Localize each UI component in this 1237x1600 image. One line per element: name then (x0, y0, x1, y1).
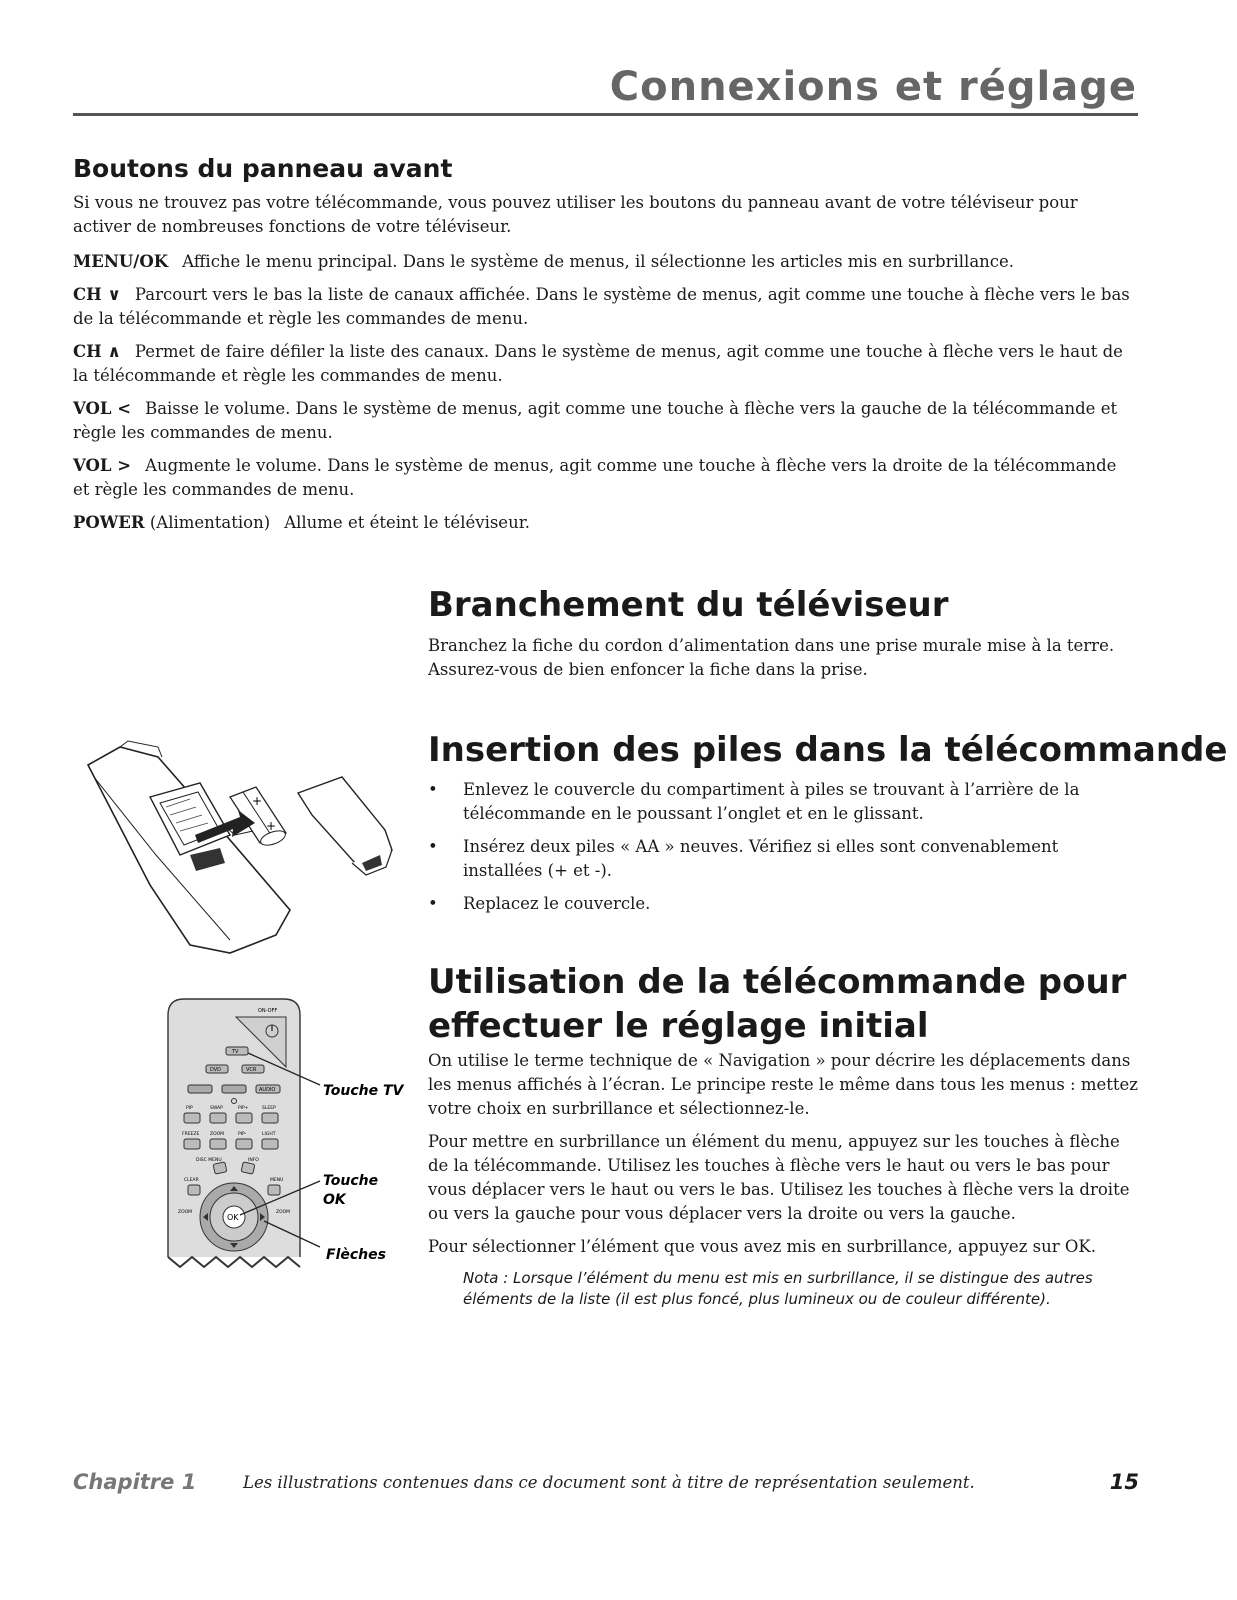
svg-text:+: + (266, 819, 277, 833)
clear-label: CLEAR (184, 1178, 199, 1183)
svg-text:+: + (252, 794, 263, 808)
paragraph: Pour mettre en surbrillance un élément du menu, appuyez sur les touches à flèche de la télécommande. Utilisez les touches à flèche vers le haut ou vers le bas pour vous déplacer vers le haut ou vers le bas. Utilisez les touches à flèche vers la droite ou vers la gauche pour vous déplacer vers la droite ou vers la gauche. (428, 1132, 1130, 1223)
pip-plus-label: PIP+ (238, 1106, 249, 1111)
bullet-icon: • (428, 780, 438, 799)
def-key: VOL > (73, 456, 132, 475)
audio-button-label: AUDIO (259, 1087, 276, 1093)
zoom-plus-label: ZOOM (276, 1210, 291, 1215)
insertion-steps (428, 778, 1138, 925)
utilisation-heading: Utilisation de la télécommande pour effectuer le réglage initial (428, 962, 1127, 1046)
branchement-text: Branchez la fiche du cordon d’alimentation dans une prise murale mise à la terre. Assurez-vous de bien enfoncer la fiche dans la prise. (428, 636, 1115, 679)
pip-label: PIP (186, 1106, 193, 1111)
def-item-vol-up (73, 454, 1133, 502)
page-number: 15 (1109, 1470, 1139, 1494)
callout-touche-tv: Touche TV (323, 1083, 404, 1099)
disc-menu-label: DISC MENU (196, 1158, 222, 1163)
vcr-button-label: VCR (246, 1067, 257, 1073)
swap-label: SWAP (210, 1106, 223, 1111)
def-key: POWER (73, 513, 145, 532)
footer-disclaimer: Les illustrations contenues dans ce document sont à titre de représentation seulement. (243, 1473, 975, 1492)
def-item-ch-up (73, 340, 1133, 388)
zoom-minus-label: ZOOM (178, 1210, 193, 1215)
battery-insertion-illustration (80, 735, 420, 960)
menu-label: MENU (270, 1178, 284, 1183)
def-item-menu-ok (73, 250, 1133, 274)
def-desc: Permet de faire défiler la liste des canaux. Dans le système de menus, agit comme une touche à flèche vers le haut de la télécommande et règle les commandes de menu. (73, 342, 1123, 385)
remote-front-illustration (160, 995, 410, 1280)
zoom-label: ZOOM (210, 1132, 225, 1137)
paragraph: On utilise le terme technique de « Navigation » pour décrire les déplacements dans les menus affichés à l’écran. Le principe reste le même dans tous les menus : mettez votre choix en surbrillance et sélectionnez-le. (428, 1051, 1138, 1118)
ok-button-label: OK (227, 1213, 239, 1222)
battery-cover (298, 777, 392, 875)
bullet-icon: • (428, 837, 438, 856)
insertion-heading: Insertion des piles dans la télécommande (428, 730, 1228, 770)
list-item: • Replacez le couvercle. (428, 892, 1138, 916)
def-desc: Baisse le volume. Dans le système de menus, agit comme une touche à flèche vers la gauche de la télécommande et règle les commandes de menu. (73, 399, 1118, 442)
freeze-label: FREEZE (182, 1132, 200, 1137)
dvd-button-label: DVD (210, 1067, 222, 1073)
def-item-vol-down (73, 397, 1133, 445)
list-item: • Enlevez le couvercle du compartiment à piles se trouvant à l’arrière de la télécommande en le poussant l’onglet et en le glissant. (428, 780, 1080, 823)
def-key: MENU/OK (73, 252, 169, 271)
def-desc: Affiche le menu principal. Dans le système de menus, il sélectionne les articles mis en surbrillance. (182, 252, 1015, 271)
front-panel-heading: Boutons du panneau avant (73, 154, 453, 183)
utilisation-text (428, 1049, 1143, 1268)
def-key: VOL < (73, 399, 132, 418)
def-key: CH ∨ (73, 285, 121, 304)
def-item-ch-down (73, 283, 1133, 331)
nota-note: Nota : Lorsque l’élément du menu est mis en surbrillance, il se distingue des autres éléments de la liste (il est plus foncé, plus lumineux ou de couleur différente). (463, 1269, 1093, 1308)
header-rule (73, 113, 1138, 116)
def-desc: Augmente le volume. Dans le système de menus, agit comme une touche à flèche vers la droite de la télécommande et règle les commandes de menu. (73, 456, 1117, 499)
onoff-label: ON-OFF (258, 1008, 278, 1014)
callout-touche: Touche (323, 1173, 379, 1189)
def-desc: Parcourt vers le bas la liste de canaux affichée. Dans le système de menus, agit comme une touche à flèche vers le bas de la télécommande et règle les commandes de menu. (73, 285, 1130, 328)
callout-ok: OK (323, 1192, 346, 1208)
tv-button-label: TV (232, 1049, 239, 1055)
callout-fleches: Flèches (326, 1247, 386, 1263)
list-item: • Insérez deux piles « AA » neuves. Vérifiez si elles sont convenablement installées (+ et -). (428, 837, 1059, 880)
bullet-icon: • (428, 894, 438, 913)
paragraph: Pour sélectionner l’élément que vous avez mis en surbrillance, appuyez sur OK. (428, 1237, 1096, 1256)
page-header-title: Connexions et réglage (609, 64, 1137, 110)
pip-minus-label: PIP- (238, 1132, 247, 1137)
front-panel-button-list (73, 250, 1133, 544)
def-key: CH ∧ (73, 342, 121, 361)
light-label: LIGHT (262, 1132, 276, 1137)
sleep-label: SLEEP (262, 1106, 276, 1111)
def-key-extra: (Alimentation) (149, 513, 271, 532)
info-label: INFO (248, 1158, 259, 1163)
battery-pair (230, 787, 287, 848)
def-item-power (73, 511, 1133, 535)
footer-chapter: Chapitre 1 (73, 1470, 197, 1494)
front-panel-intro: Si vous ne trouvez pas votre télécommande, vous pouvez utiliser les boutons du panneau avant de votre téléviseur pour activer de nombreuses fonctions de votre téléviseur. (73, 193, 1078, 236)
branchement-heading: Branchement du téléviseur (428, 585, 949, 625)
def-desc: Allume et éteint le téléviseur. (284, 513, 531, 532)
